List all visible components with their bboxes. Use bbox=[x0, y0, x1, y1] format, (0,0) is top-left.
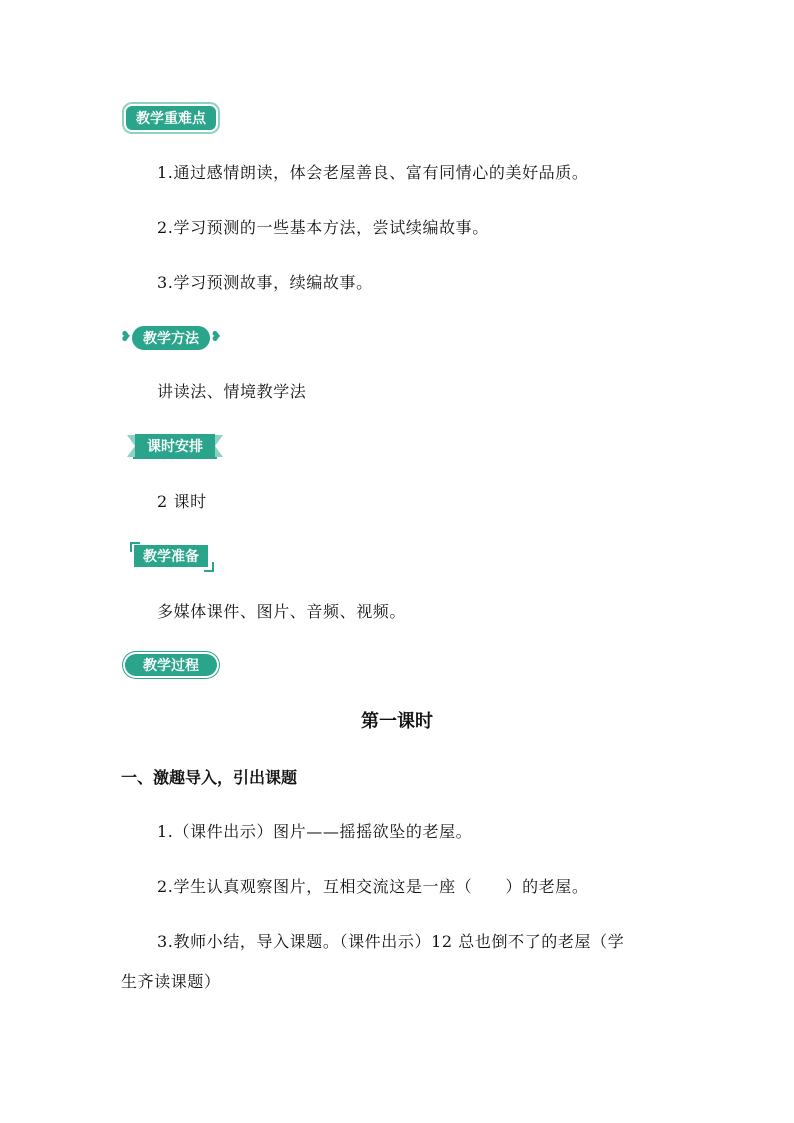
process-badge-frame bbox=[121, 652, 221, 678]
process-step-3: 3.教师小结，导入课题。（课件出示）12 总也倒不了的老屋（学 bbox=[157, 932, 625, 951]
schedule-text: 2 课时 bbox=[157, 492, 207, 511]
key-point-1: 1.通过感情朗读，体会老屋善良、富有同情心的美好品质。 bbox=[157, 163, 589, 182]
preparation-badge-frame bbox=[130, 542, 214, 572]
preparation-badge: 教学准备 bbox=[134, 545, 208, 567]
method-badge: 教学方法 bbox=[132, 326, 210, 350]
key-point-3: 3.学习预测故事，续编故事。 bbox=[157, 273, 373, 292]
heart-ornament-icon: ❥ bbox=[120, 329, 132, 345]
heart-ornament-icon: ❥ bbox=[210, 329, 222, 345]
lesson-title: 第一课时 bbox=[361, 711, 433, 732]
corner-bracket-icon bbox=[204, 562, 214, 572]
method-text: 讲读法、情境教学法 bbox=[157, 382, 307, 401]
schedule-badge-frame bbox=[127, 433, 223, 461]
method-badge-frame bbox=[120, 325, 222, 351]
schedule-badge: 课时安排 bbox=[147, 439, 203, 455]
key-points-badge: 教学重难点 bbox=[126, 106, 216, 130]
key-point-2: 2.学习预测的一些基本方法，尝试续编故事。 bbox=[157, 218, 489, 237]
process-step-1: 1.（课件出示）图片——摇摇欲坠的老屋。 bbox=[157, 822, 473, 841]
process-badge: 教学过程 bbox=[125, 654, 217, 676]
process-step-2: 2.学生认真观察图片，互相交流这是一座（ ）的老屋。 bbox=[157, 877, 589, 896]
process-step-3-continued: 生齐读课题） bbox=[121, 972, 221, 991]
preparation-text: 多媒体课件、图片、音频、视频。 bbox=[157, 602, 407, 621]
part-title: 一、激趣导入，引出课题 bbox=[121, 768, 298, 787]
